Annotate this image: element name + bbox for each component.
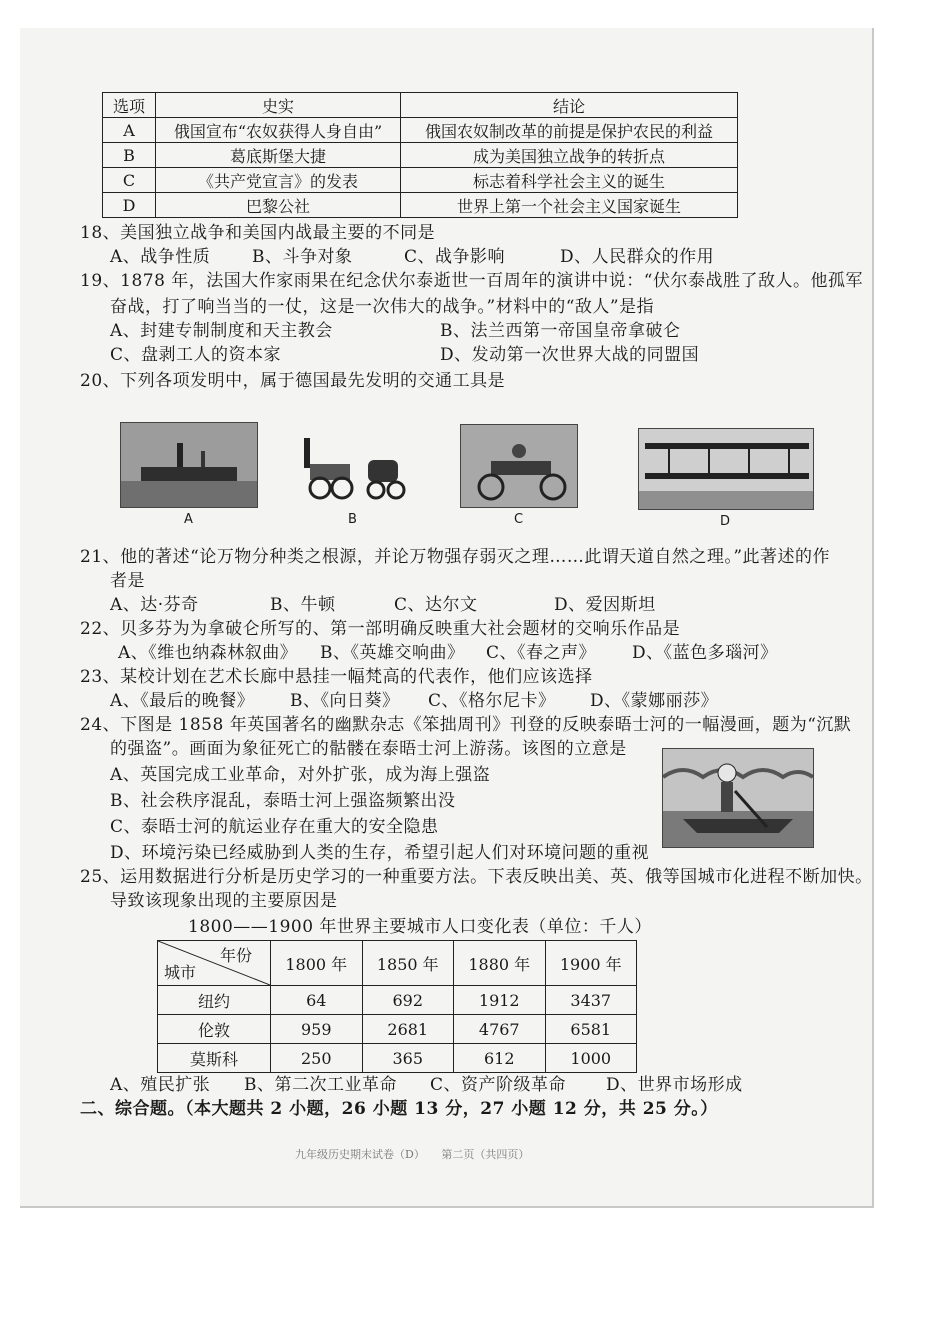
q19-option-b: B、法兰西第一帝国皇帝拿破仑: [440, 321, 681, 341]
table-cell: 葛底斯堡大捷: [156, 143, 401, 168]
q22-option-b: B、《英雄交响曲》: [320, 643, 465, 663]
corner-year-label: 年份: [219, 946, 252, 965]
q19-stem-line2: 奋战，打了响当当的一仗，这是一次伟大的战争。”材料中的“敌人”是指: [110, 297, 655, 317]
airplane-icon: [639, 429, 813, 509]
q25-stem-line1: 25、运用数据进行分析是历史学习的一种重要方法。下表反映出美、英、俄等国城市化进程不断加快。: [80, 867, 873, 887]
q18-stem: 18、美国独立战争和美国内战最主要的不同是: [80, 223, 436, 243]
q22-stem: 22、贝多芬为为拿破仑所写的、第一部明确反映重大社会题材的交响乐作品是: [80, 619, 681, 639]
table-header: 选项: [103, 93, 156, 118]
table-cell: 世界上第一个社会主义国家诞生: [401, 193, 738, 218]
q20-label-d: D: [720, 514, 731, 529]
q20-stem: 20、下列各项发明中，属于德国最先发明的交通工具是: [80, 371, 506, 391]
value-cell: 959: [271, 1015, 363, 1044]
q24-option-b: B、社会秩序混乱，泰晤士河上强盗频繁出没: [110, 791, 456, 811]
table-cell: C: [103, 168, 156, 193]
value-cell: 2681: [362, 1015, 454, 1044]
table-cell: D: [103, 193, 156, 218]
q23-option-d: D、《蒙娜丽莎》: [590, 691, 719, 711]
q23-option-b: B、《向日葵》: [290, 691, 400, 711]
table-row: [158, 1044, 637, 1073]
q23-option-c: C、《格尔尼卡》: [428, 691, 556, 711]
year-header: 1880 年: [454, 941, 546, 986]
q23-option-a: A、《最后的晚餐》: [110, 691, 255, 711]
table-corner-cell: [158, 941, 271, 986]
city-cell: 莫斯科: [158, 1044, 271, 1073]
table-cell: B: [103, 143, 156, 168]
airplane-image: [638, 428, 814, 510]
q25-option-a: A、殖民扩张: [110, 1075, 211, 1095]
value-cell: 4767: [454, 1015, 546, 1044]
q22-option-d: D、《蓝色多瑙河》: [632, 643, 778, 663]
table-cell: 成为美国独立战争的转折点: [401, 143, 738, 168]
table-cell: A: [103, 118, 156, 143]
q24-option-c: C、泰晤士河的航运业存在重大的安全隐患: [110, 817, 439, 837]
q20-label-b: B: [348, 512, 357, 527]
q24-stem-line2: 的强盗”。画面为象征死亡的骷髅在泰晤士河上游荡。该图的立意是: [110, 739, 627, 759]
table-row: [103, 143, 738, 168]
q17-table: [102, 92, 738, 218]
q21-option-c: C、达尔文: [394, 595, 478, 615]
q25-option-c: C、资产阶级革命: [430, 1075, 567, 1095]
value-cell: 6581: [545, 1015, 637, 1044]
table-header: 史实: [156, 93, 401, 118]
corner-city-label: 城市: [164, 963, 197, 982]
table-row: [158, 986, 637, 1015]
year-header: 1800 年: [271, 941, 363, 986]
q24-option-d: D、环境污染已经威胁到人类的生存，希望引起人们对环境问题的重视: [110, 843, 650, 863]
q24-stem-line1: 24、下图是 1858 年英国著名的幽默杂志《笨拙周刊》刊登的反映泰晤士河的一幅漫画，题为“沉默: [80, 715, 852, 735]
q19-option-d: D、发动第一次世界大战的同盟国: [440, 345, 700, 365]
q21-option-a: A、达·芬奇: [110, 595, 199, 615]
q19-stem-line1: 19、1878 年，法国大作家雨果在纪念伏尔泰逝世一百周年的演讲中说：“伏尔泰战胜了敌人。他孤军: [80, 271, 863, 291]
population-table: [157, 940, 637, 1073]
q18-option-d: D、人民群众的作用: [560, 247, 715, 267]
q21-option-b: B、牛顿: [270, 595, 336, 615]
q18-option-b: B、斗争对象: [252, 247, 353, 267]
year-header: 1850 年: [362, 941, 454, 986]
value-cell: 1000: [545, 1044, 637, 1073]
value-cell: 250: [271, 1044, 363, 1073]
city-cell: 伦敦: [158, 1015, 271, 1044]
table-header: 结论: [401, 93, 738, 118]
page-footer: 九年级历史期末试卷（D） 第二页（共四页）: [295, 1148, 530, 1161]
table-cell: 标志着科学社会主义的诞生: [401, 168, 738, 193]
section-2-heading: 二、综合题。（本大题共 2 小题，26 小题 13 分，27 小题 12 分，共 25 分。）: [80, 1099, 718, 1119]
value-cell: 692: [362, 986, 454, 1015]
table-cell: 《共产党宣言》的发表: [156, 168, 401, 193]
automobile-icon: [461, 425, 577, 507]
value-cell: 612: [454, 1044, 546, 1073]
table-row: [103, 118, 738, 143]
q23-stem: 23、某校计划在艺术长廊中悬挂一幅梵高的代表作，他们应该选择: [80, 667, 593, 687]
q25-table-title: 1800——1900 年世界主要城市人口变化表（单位：千人）: [188, 917, 652, 937]
q20-label-a: A: [184, 512, 193, 527]
year-header: 1900 年: [545, 941, 637, 986]
steamboat-icon: [121, 423, 257, 507]
q21-stem-line2: 者是: [110, 571, 145, 591]
table-row: [103, 193, 738, 218]
q18-option-c: C、战争影响: [404, 247, 506, 267]
q21-stem-line1: 21、他的著述“论万物分种类之根源，并论万物强存弱灭之理……此谓天道自然之理。”此著述的作: [80, 547, 831, 567]
table-cell: 巴黎公社: [156, 193, 401, 218]
steamboat-image: [120, 422, 258, 508]
q24-option-a: A、英国完成工业革命，对外扩张，成为海上强盗: [110, 765, 491, 785]
value-cell: 1912: [454, 986, 546, 1015]
q25-stem-line2: 导致该现象出现的主要原因是: [110, 891, 338, 911]
value-cell: 3437: [545, 986, 637, 1015]
q21-option-d: D、爱因斯坦: [554, 595, 656, 615]
value-cell: 64: [271, 986, 363, 1015]
q19-option-c: C、盘剥工人的资本家: [110, 345, 282, 365]
table-row: [103, 168, 738, 193]
q25-option-d: D、世界市场形成: [606, 1075, 743, 1095]
table-row: [158, 1015, 637, 1044]
automobile-image: [460, 424, 578, 508]
q22-option-a: A、《维也纳森林叙曲》: [118, 643, 298, 663]
q18-option-a: A、战争性质: [110, 247, 211, 267]
q25-option-b: B、第二次工业革命: [244, 1075, 397, 1095]
silent-highwayman-cartoon: [662, 748, 814, 848]
table-cell: 俄国宣布“农奴获得人身自由”: [156, 118, 401, 143]
city-cell: 纽约: [158, 986, 271, 1015]
locomotive-icon: [296, 430, 414, 506]
q19-option-a: A、封建专制制度和天主教会: [110, 321, 333, 341]
locomotive-image: [296, 430, 414, 506]
skeleton-boat-icon: [663, 749, 813, 847]
q22-option-c: C、《春之声》: [486, 643, 597, 663]
value-cell: 365: [362, 1044, 454, 1073]
q20-label-c: C: [514, 512, 524, 527]
table-cell: 俄国农奴制改革的前提是保护农民的利益: [401, 118, 738, 143]
